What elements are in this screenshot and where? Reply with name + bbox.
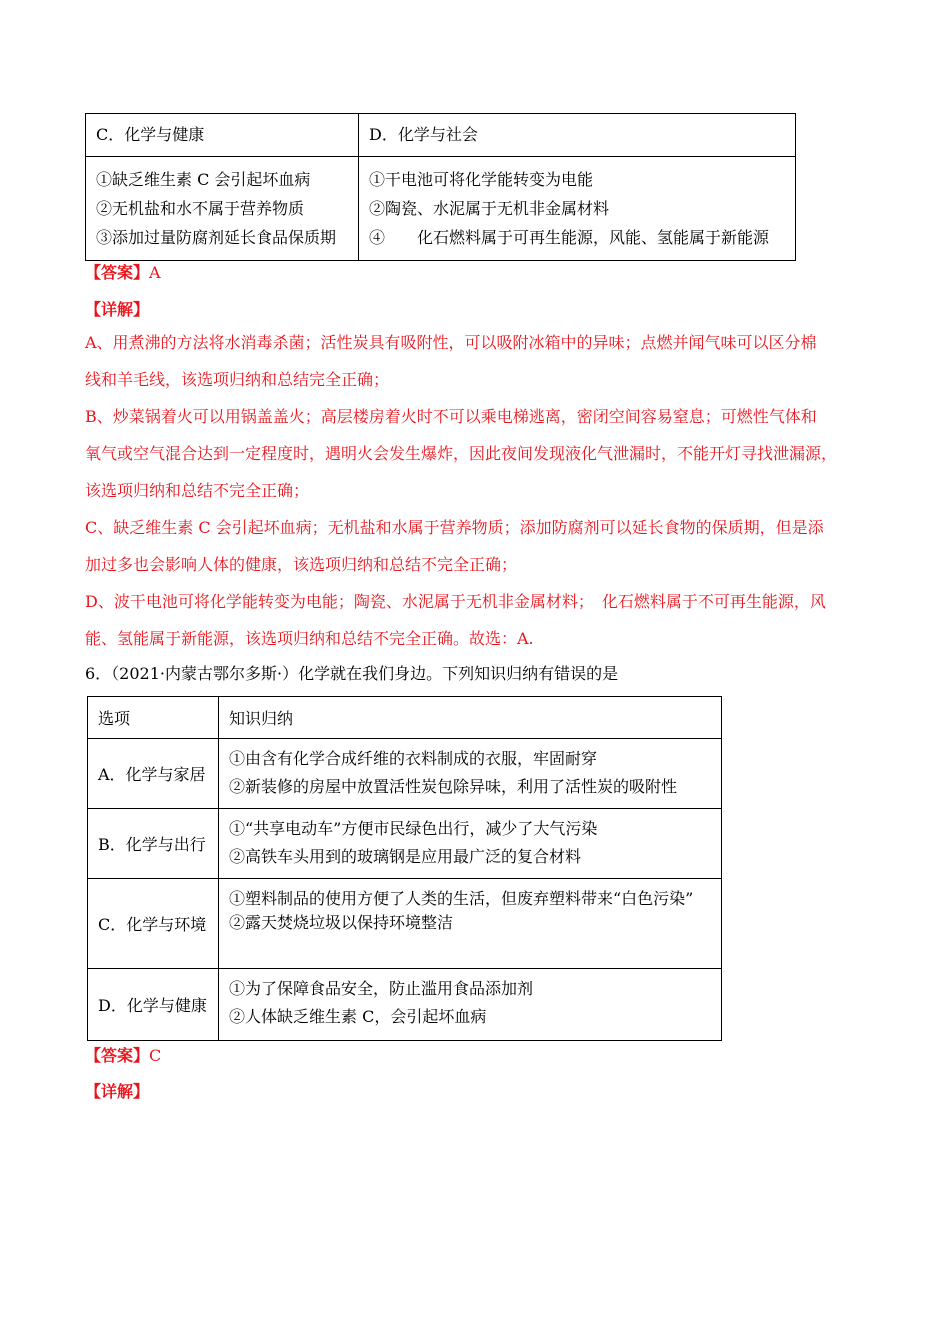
detail-label: 【详解】 — [85, 1082, 150, 1101]
explanation-line: D、波干电池可将化学能转变为电能；陶瓷、水泥属于无机非金属材料； 化石燃料属于不可再生能源，风 — [85, 592, 826, 611]
table-row — [88, 969, 722, 1041]
answer-label: 【答案】 — [85, 1046, 150, 1065]
list-item: ②人体缺乏维生素 C，会引起坏血病 — [229, 1007, 487, 1026]
knowledge-cell — [219, 809, 722, 879]
explanation-line: 该选项归纳和总结不完全正确； — [85, 481, 310, 500]
answer-value: A — [149, 263, 161, 282]
option-cell: C．化学与环境 — [88, 879, 219, 969]
table-row — [88, 739, 722, 809]
table-row — [88, 809, 722, 879]
table-header-d: D．化学与社会 — [359, 114, 796, 157]
answer-line — [85, 261, 161, 285]
explanation-line: 线和羊毛线，该选项归纳和总结完全正确； — [85, 370, 390, 389]
table-row — [88, 879, 722, 969]
explanation-block — [85, 324, 837, 657]
list-item: ②陶瓷、水泥属于无机非金属材料 — [369, 199, 610, 218]
explanation-line: B、炒菜锅着火可以用锅盖盖火；高层楼房着火时不可以乘电梯逃离，密闭空间容易窒息；可燃性气体和 — [85, 407, 817, 426]
list-item: ②露天焚烧垃圾以保持环境整洁 — [229, 913, 454, 932]
knowledge-cell — [219, 879, 722, 969]
list-item: ①干电池可将化学能转变为电能 — [369, 170, 594, 189]
knowledge-table — [87, 696, 722, 1041]
explanation-line: C、缺乏维生素 C 会引起坏血病；无机盐和水属于营养物质；添加防腐剂可以延长食物的保质期，但是添 — [85, 518, 824, 537]
explanation-line: 氧气或空气混合达到一定程度时，遇明火会发生爆炸，因此夜间发现液化气泄漏时，不能开灯寻找泄漏源， — [85, 444, 838, 463]
comparison-table — [85, 113, 796, 261]
question-text: 6．（2021·内蒙古鄂尔多斯·）化学就在我们身边。下列知识归纳有错误的是 — [85, 664, 619, 683]
list-item: ②新装修的房屋中放置活性炭包除异味，利用了活性炭的吸附性 — [229, 777, 678, 796]
list-item: ①“共享电动车”方便市民绿色出行，减少了大气污染 — [229, 819, 598, 838]
list-item: ①由含有化学合成纤维的衣料制成的衣服，牢固耐穿 — [229, 749, 598, 768]
option-cell: B．化学与出行 — [88, 809, 219, 879]
answer-line — [85, 1044, 161, 1068]
answer-value: C — [149, 1046, 162, 1065]
list-item: ④ 化石燃料属于可再生能源，风能、氢能属于新能源 — [369, 228, 770, 247]
table-cell-d — [359, 157, 796, 261]
list-item: ②无机盐和水不属于营养物质 — [96, 199, 305, 218]
table-cell-c — [86, 157, 359, 261]
detail-label: 【详解】 — [85, 300, 150, 319]
option-cell: D．化学与健康 — [88, 969, 219, 1041]
option-cell: A．化学与家居 — [88, 739, 219, 809]
knowledge-cell — [219, 739, 722, 809]
list-item: ③添加过量防腐剂延长食品保质期 — [96, 228, 337, 247]
explanation-line: 加过多也会影响人体的健康，该选项归纳和总结不完全正确； — [85, 555, 518, 574]
answer-label: 【答案】 — [85, 263, 150, 282]
column-header-knowledge: 知识归纳 — [219, 697, 722, 739]
list-item: ②高铁车头用到的玻璃钢是应用最广泛的复合材料 — [229, 847, 582, 866]
list-item: ①塑料制品的使用方便了人类的生活，但废弃塑料带来“白色污染” — [229, 889, 694, 908]
list-item: ①缺乏维生素 C 会引起坏血病 — [96, 170, 311, 189]
table-header-c: C．化学与健康 — [86, 114, 359, 157]
explanation-line: A、用煮沸的方法将水消毒杀菌；活性炭具有吸附性，可以吸附冰箱中的异味；点燃并闻气味可以区分棉 — [85, 333, 817, 352]
knowledge-cell — [219, 969, 722, 1041]
explanation-line: 能、氢能属于新能源，该选项归纳和总结不完全正确。故选：A. — [85, 629, 534, 648]
column-header-option: 选项 — [88, 697, 219, 739]
list-item: ①为了保障食品安全，防止滥用食品添加剂 — [229, 979, 534, 998]
